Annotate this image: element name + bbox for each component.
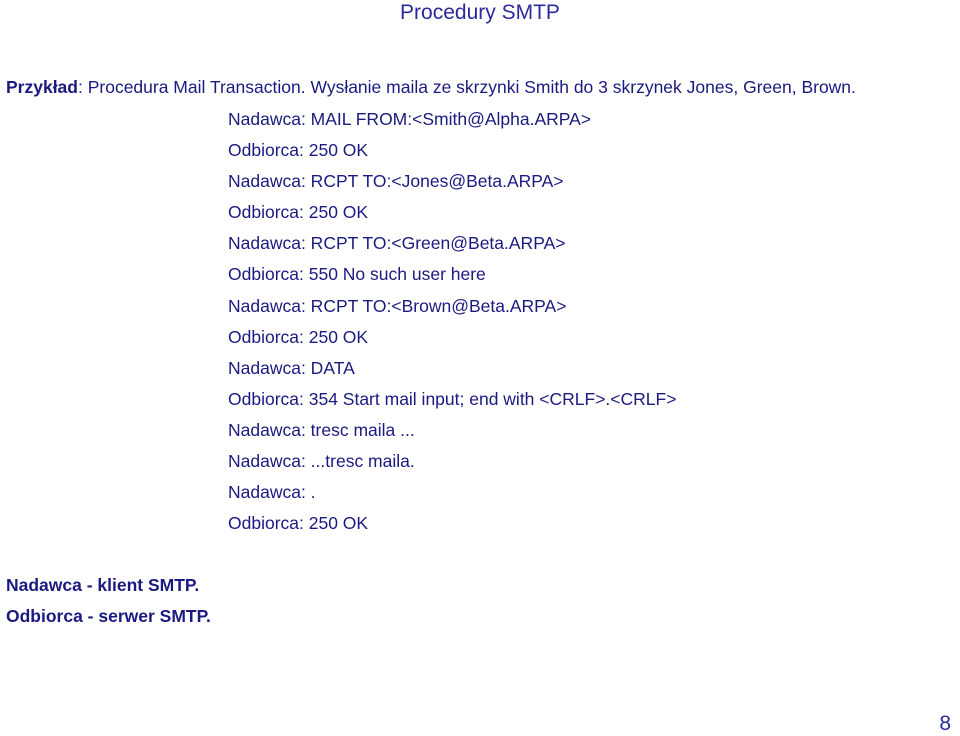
page-number: 8	[939, 712, 951, 735]
dialogue-line: Nadawca: RCPT TO:<Green@Beta.ARPA>	[228, 233, 566, 254]
dialogue-line: Nadawca: tresc maila ...	[228, 419, 415, 440]
dialogue-line: Odbiorca: 250 OK	[228, 513, 369, 534]
legend-sender: Nadawca - klient SMTP.	[6, 575, 200, 595]
page-title: Procedury SMTP	[400, 1, 560, 24]
dialogue-line: Odbiorca: 250 OK	[228, 140, 369, 161]
dialogue-line: Nadawca: RCPT TO:<Jones@Beta.ARPA>	[228, 171, 564, 192]
legend-receiver: Odbiorca - serwer SMTP.	[6, 606, 211, 626]
example-text: : Procedura Mail Transaction. Wysłanie maila ze skrzynki Smith do 3 skrzynek Jones, Green, Brown.	[77, 77, 856, 97]
example-label: Przykład	[6, 77, 78, 97]
smtp-dialogue	[228, 108, 676, 543]
dialogue-line: Odbiorca: 550 No such user here	[228, 264, 486, 285]
dialogue-line: Nadawca: MAIL FROM:<Smith@Alpha.ARPA>	[228, 109, 592, 129]
dialogue-line: Nadawca: .	[228, 482, 316, 503]
dialogue-line: Nadawca: RCPT TO:<Brown@Beta.ARPA>	[228, 295, 567, 316]
example-intro	[6, 77, 856, 98]
dialogue-line: Nadawca: ...tresc maila.	[228, 451, 415, 472]
dialogue-line: Nadawca: DATA	[228, 357, 355, 378]
dialogue-line: Odbiorca: 250 OK	[228, 202, 369, 223]
dialogue-line: Odbiorca: 354 Start mail input; end with <CRLF>.<CRLF>	[228, 388, 677, 409]
dialogue-line: Odbiorca: 250 OK	[228, 326, 369, 347]
role-legend	[6, 574, 211, 636]
